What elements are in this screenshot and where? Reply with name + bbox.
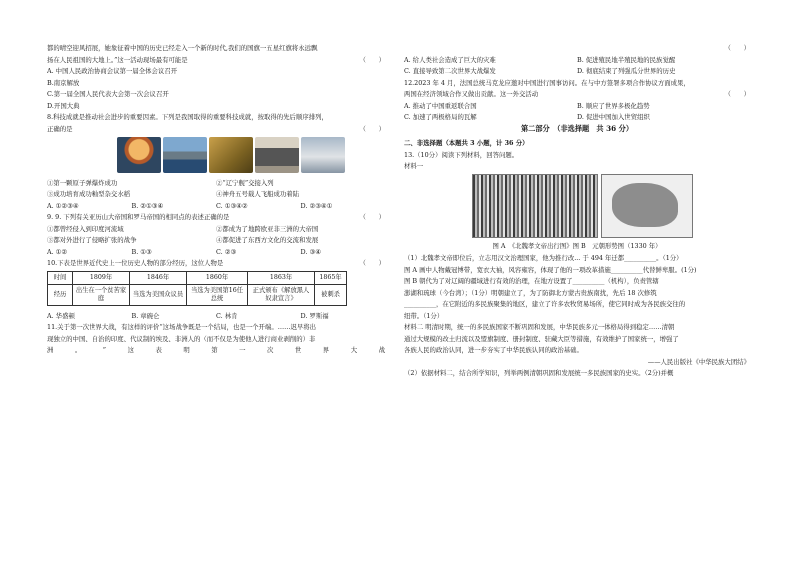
answer-paren: （ ） — [724, 44, 750, 52]
q7-option-d: D.开国大典 — [47, 101, 80, 110]
q8-items-row-2: ③成功培育成功籼型杂交水稻 ④神舟五号载人飞船成功着陆 — [47, 190, 300, 199]
figure-caption: 图 A 《北魏孝文帝出行图》图 B 元朝形势图（1330 年） — [492, 241, 662, 250]
atomic-bomb-photo — [117, 137, 161, 173]
procession-mural-image — [472, 174, 598, 238]
spacecraft-photo — [301, 137, 345, 173]
scientist-photo — [255, 137, 299, 173]
q11-stem-line-3: 洲 。 ” 这 表 明 第 一 次 世 界 大 战 — [47, 346, 385, 355]
q13-1-line-6: 纽带。（1分） — [404, 311, 444, 320]
q12-stem-line-1: 12.2023 年 4 月，法国总统马克龙应邀对中国进行国事访问。在与中方签署多项合作协议方面成果， — [404, 78, 690, 87]
material-two-line-2: 通过大规模的改土归流以及盟旗制度、册封制度、驻藏大臣等措施，有效维护了国家统一，增强了 — [404, 334, 679, 343]
left-column — [47, 44, 385, 358]
q7-option-a: A. 中国人民政治协商会议第一届全体会议召开 — [47, 67, 178, 75]
table-row — [48, 284, 347, 305]
right-column — [404, 44, 750, 381]
material-one-label: 材料一 — [404, 162, 424, 171]
answer-paren: （ ） — [359, 259, 385, 268]
table-cell: 正式颁布《解放黑人奴隶宣言》 — [248, 284, 315, 305]
q8-stem-line-1: 8.科技成就是推动社会进步的重要因素。下列是我国取得的重要科技成就，按取得的先后顺序排列， — [47, 113, 328, 121]
q7-option-c: C.第一届全国人民代表大会第一次会议召开 — [47, 90, 169, 98]
table-cell: 1865年 — [315, 271, 347, 284]
q9-stem: 9. 9. 下列有关亚历山大帝国和罗马帝国的相同点的表述正确的是 （ ） — [47, 213, 385, 222]
material-two-line-3: 各族人民的政治认同，进一步夯实了中华民族认同的政治基础。 — [404, 346, 583, 355]
answer-paren: （ ） — [724, 90, 750, 98]
material-two-line-1: 材料二 明清时期，统一的多民族国家不断巩固和发展，中华民族多元一体格局得到稳定……清朝 — [404, 323, 675, 332]
history-figure-table — [47, 271, 347, 306]
q8-stem-line-2: 正确的是 （ ） — [47, 124, 385, 133]
table-cell: 1846年 — [130, 271, 187, 284]
table-cell: 出生在一个贫苦家庭 — [73, 284, 130, 305]
q13-1-line-5: __________，在它附近的多民族聚集的地区，建立了许多农牧贸易场所，使它同时成为各民族交往的 — [404, 300, 686, 309]
table-cell: 1809年 — [73, 271, 130, 284]
table-cell: 时间 — [48, 271, 73, 284]
q11-options-row-1: A. 给人类社会造成了巨大的灾难 B. 促进殖民地半殖民地的民族觉醒 — [404, 55, 676, 64]
table-cell: 1860年 — [187, 271, 248, 284]
q13-2-stem: （2）依据材料二，结合所学知识，列举两例清朝巩固和发展统一多民族国家的史实。（2分)并概 — [404, 369, 674, 378]
table-cell: 当选为美国第16任总统 — [187, 284, 248, 305]
q9-options: A. ①② B. ①③ C. ②③ D. ③④ — [47, 247, 321, 256]
material-two-source: ——人民出版社《中华民族大团结》 — [647, 357, 750, 366]
q10-options: A. 华盛顿 B. 章碗仑 C. 林肯 D. 罗斯福 — [47, 311, 329, 320]
q12-options-row-1: A. 推动了中国重返联合国 B. 顺应了世界多极化趋势 — [404, 101, 650, 110]
q11-options-row-2: C. 直接导致第二次世界大战爆发 D. 彻底结束了列强瓜分世界的历史 — [404, 67, 676, 75]
q7-option-b: B.南京解放 — [47, 78, 80, 87]
answer-paren: （ ） — [359, 124, 385, 133]
rice-field-photo — [209, 137, 253, 173]
q12-options-row-2: C. 加速了两极格局的瓦解 D. 促进中国加入世贸组织 — [404, 113, 650, 121]
q13-1-line-3: 图 B 朝代为了对辽阔的疆域进行有效的治理，在地方设置了__________（机构），负责管辖 — [404, 277, 659, 286]
q8-items-row-1: ①第一颗原子弹爆炸成功 ②“辽宁舰”交接入列 — [47, 178, 274, 187]
yuan-dynasty-map-image — [601, 174, 693, 238]
aircraft-carrier-photo — [163, 137, 207, 173]
q9-items-row-2: ③都对外进行了侵略扩张的战争 ④都促进了东西方文化的交流和发展 — [47, 236, 319, 245]
q7-text-line-2: 扬在人民祖国的大地上。”这一活动现场最有可能是 （ ） — [47, 55, 385, 64]
answer-paren: （ ） — [359, 213, 385, 222]
q9-items-row-1: ①都曾经侵入到印度河流域 ②都成为了地跨欧亚非三洲的大帝国 — [47, 224, 319, 233]
q13-1-line-1: （1）北魏孝文帝即位后，立志用汉文治理国家，他为推行改... 于 494 年迁都__________。（1分） — [404, 254, 683, 263]
part-two-title: 第二部分 （非选择题 共 36 分） — [520, 124, 634, 134]
q8-options: A. ①②③④ B. ②①③④ C. ①③④② D. ②③④① — [47, 201, 333, 210]
q12-stem-line-2: 两国在经济领域合作又做出贡献。这一外交活动 （ ） — [404, 90, 750, 98]
q10-stem: 10.下表是世界近代史上一位历史人物的部分经历，这位人物是 （ ） — [47, 259, 385, 268]
q13-1-line-2: 图 A 画中人物戴冠博带，宽衣大袖，风容雍容，体现了他的一项改革措施__________代替鲜卑服。(1分) — [404, 265, 697, 274]
table-row — [48, 271, 347, 284]
table-cell: 当选为美国众议员 — [130, 284, 187, 305]
q11-stem-line-2: 现独立的中国、自治的印度、代议制的埃及、非洲人的（而不仅是为使他人进行商业剥削的）非 — [47, 334, 316, 343]
q11-answer-paren-line — [404, 44, 750, 52]
table-cell: 经历 — [48, 284, 73, 305]
q13-stem: 13.（10分）阅读下列材料，回答问题。 — [404, 150, 519, 159]
table-cell: 被刺杀 — [315, 284, 347, 305]
q8-photo-strip — [117, 137, 385, 173]
table-cell: 1863年 — [248, 271, 315, 284]
q11-stem-line-1: 11.关于第一次世界大战，有这样的评价“这场战争既是一个结局，也是一个开端。……迟早将出 — [47, 323, 317, 332]
q7-text-line-1: 都的晴空迎风招展，她象征着中国的历史已经走入一个新的时代,我们的国旗一五星红旗将永远飘 — [47, 44, 318, 52]
answer-paren: （ ） — [359, 55, 385, 64]
q13-figures — [472, 174, 750, 238]
section-two-heading: 二、非选择题（本题共 3 小题，计 36 分） — [404, 139, 529, 148]
q13-1-line-4: 澎湖和琉球（今台湾）；（1分）明朝建立了，为了防御北方蒙古贵族南扰，先后 18 次修筑 — [404, 288, 657, 297]
